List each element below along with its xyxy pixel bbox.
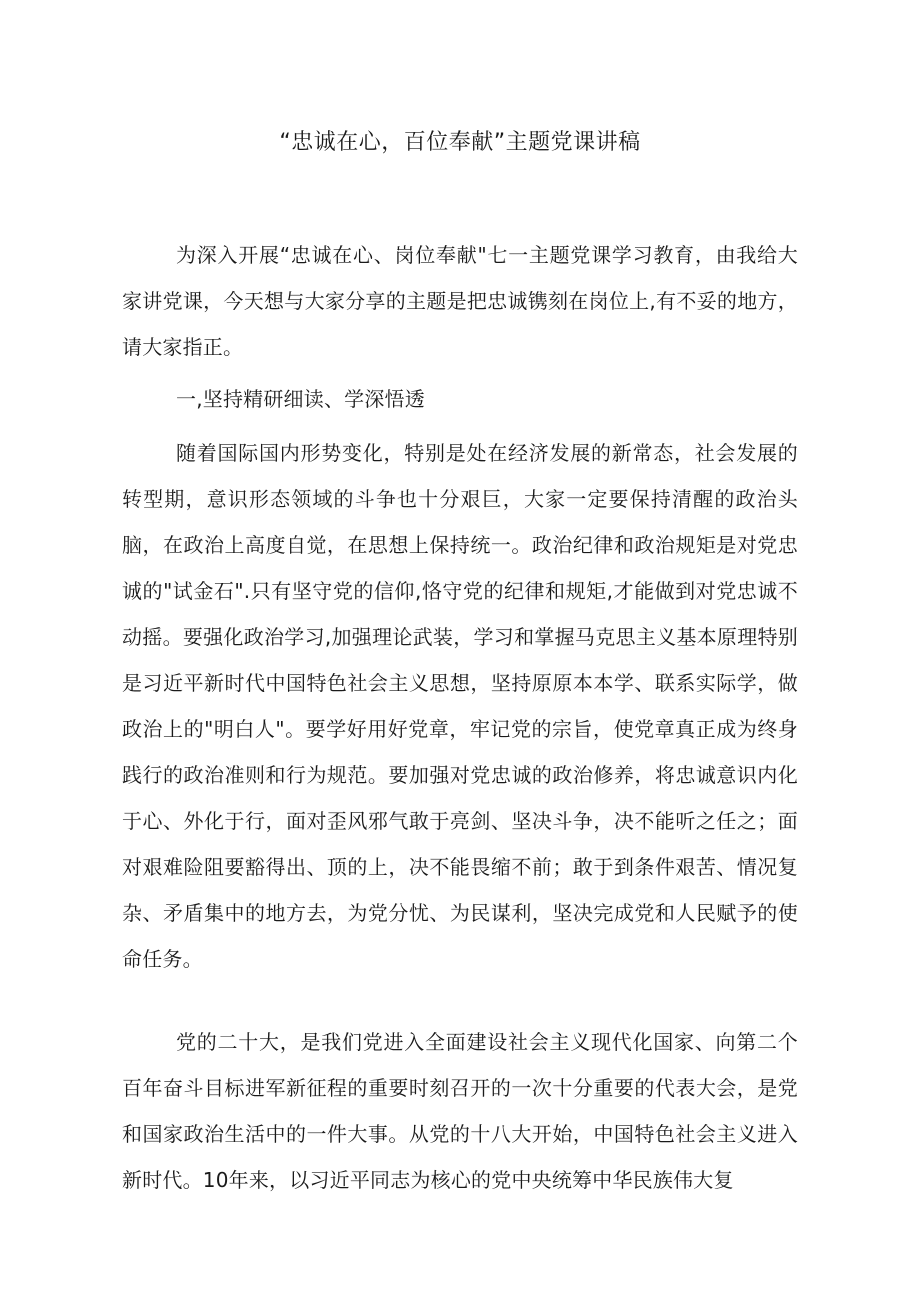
document-title: “忠诚在心，百位奉献”主题党课讲稿 <box>279 130 641 155</box>
intro-paragraph: 为深入开展“忠诚在心、岗位奉献"七一主题党课学习教育，由我给大家讲党课，今天想与大家分享的主题是把忠诚镌刻在岗位上,有不妥的地方，请大家指正。 <box>122 243 798 359</box>
body-paragraph: 随着国际国内形势变化，特别是处在经济发展的新常态，社会发展的转型期，意识形态领域的斗争也十分艰巨，大家一定要保持清醒的政治头脑，在政治上高度自觉，在思想上保持统一。政治纪律和政治规矩是对党忠诚的"试金石".只有坚守党的信仰,恪守党的纪律和规矩,才能做到对党忠诚不动摇。要强化政治学习,加强理论武装，学习和掌握马克思主义基本原理特别是习近平新时代中国特色社会主义思想，坚持原原本本学、联系实际学，做政治上的"明白人"。要学好用好党章，牢记党的宗旨，使党章真正成为终身践行的政治准则和行为规范。要加强对党忠诚的政治修养，将忠诚意识内化于心、外化于行，面对歪风邪气敢于亮剑、坚决斗争，决不能听之任之；面对艰难险阻要豁得出、顶的上，决不能畏缩不前；敢于到条件艰苦、情况复杂、矛盾集中的地方去，为党分忧、为民谋利，坚决完成党和人民赋予的使命任务。 <box>122 441 798 971</box>
body-paragraph: 党的二十大，是我们党进入全面建设社会主义现代化国家、向第二个百年奋斗目标进军新征程的重要时刻召开的一次十分重要的代表大会，是党和国家政治生活中的一件大事。从党的十八大开始，中国特色社会主义进入新时代。10年来，以习近平同志为核心的党中央统筹中华民族伟大复 <box>122 1030 798 1192</box>
section-heading: 一,坚持精研细读、学深悟透 <box>176 387 425 411</box>
